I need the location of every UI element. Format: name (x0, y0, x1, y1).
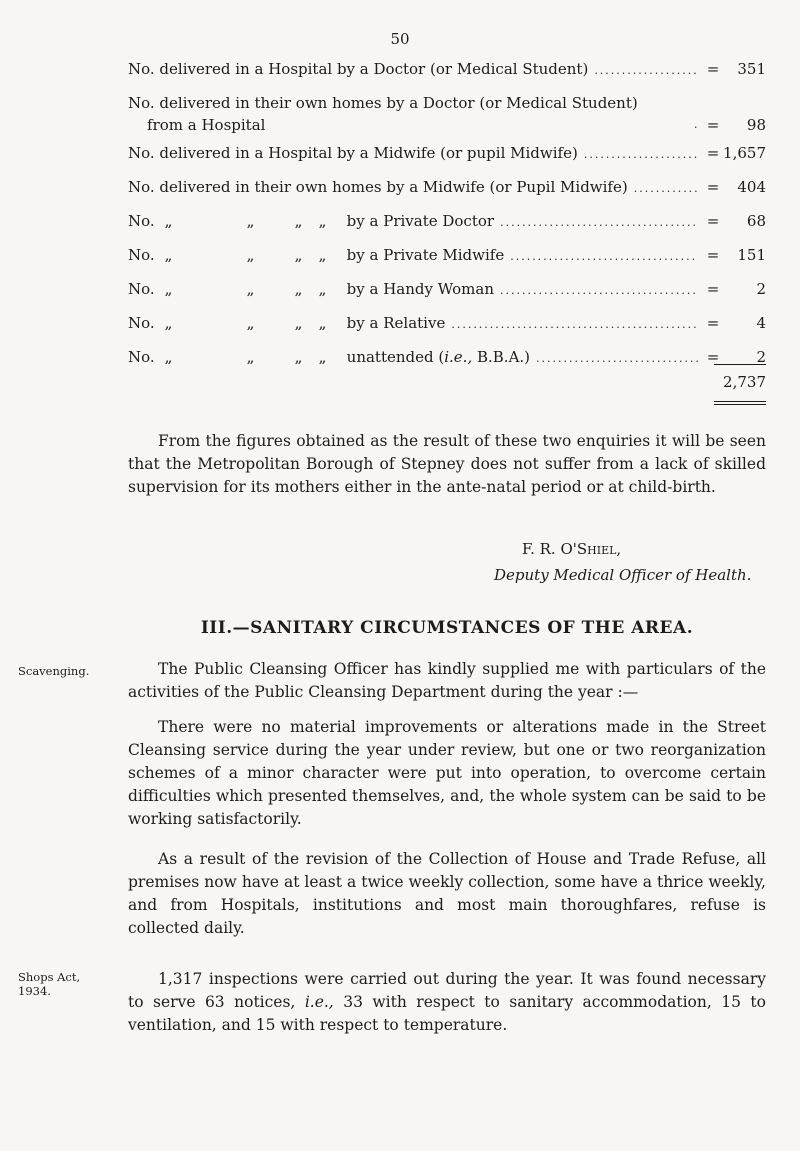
paragraph-street-cleansing: There were no material improvements or alterations made in the Street Cleansing service during the year under review, but one or two reorganization schemes of a minor character were put into operation, to overcome certain difficulties which presented themselves, and, the whole system can be said to be working satisfactorily. (128, 718, 766, 828)
page-number: 50 (390, 30, 410, 48)
row-description-text: by a Private Midwife (346, 246, 505, 264)
ditto-mark: „ (318, 280, 327, 298)
no-label: No. (128, 348, 155, 366)
margin-note-shops-act (18, 970, 80, 998)
dot-leader (694, 114, 698, 136)
equals-sign: = (706, 178, 720, 196)
no-label: No. (128, 314, 155, 332)
row-value: 2 (756, 348, 766, 366)
table-row (128, 340, 766, 374)
ditto-mark: „ (246, 280, 255, 298)
row-description: No. delivered in their own homes by a Midwife (or Pupil Midwife) (128, 178, 628, 196)
total-double-rule (714, 401, 766, 405)
ditto-mark: „ (294, 348, 303, 366)
ditto-mark: „ (294, 212, 303, 230)
row-description (128, 92, 688, 136)
equals-sign: = (706, 314, 720, 332)
table-row (128, 136, 766, 170)
row-description: No. delivered in a Hospital by a Midwife (or pupil Midwife) (128, 144, 578, 162)
table-row (128, 170, 766, 204)
dot-leader (451, 308, 698, 342)
margin-note-shops-act-line2: 1934. (18, 984, 51, 998)
ditto-mark: „ (164, 280, 173, 298)
row-description (128, 204, 494, 238)
ditto-mark: „ (246, 212, 255, 230)
ditto-mark: „ (294, 246, 303, 264)
ditto-mark: „ (294, 280, 303, 298)
table-row (128, 306, 766, 340)
ditto-mark: „ (318, 314, 327, 332)
row-value: 4 (756, 314, 766, 332)
births-table (128, 52, 766, 374)
equals-sign: = (706, 280, 720, 298)
equals-sign: = (706, 212, 720, 230)
paragraph-cleansing-officer: The Public Cleansing Officer has kindly supplied me with particulars of the activities of the Public Cleansing Department during the year :— (128, 660, 766, 701)
ditto-mark: „ (246, 348, 255, 366)
margin-note-shops-act-line1: Shops Act, (18, 970, 81, 984)
dot-leader (634, 172, 698, 206)
equals-sign: = (706, 116, 720, 134)
equals-sign: = (706, 60, 720, 78)
ditto-mark: „ (294, 314, 303, 332)
ditto-mark: „ (164, 348, 173, 366)
ditto-mark: „ (164, 212, 173, 230)
row-value: 98 (746, 116, 766, 134)
row-description-text: by a Handy Woman (346, 280, 495, 298)
ditto-mark: „ (318, 246, 327, 264)
row-value: 1,657 (723, 144, 766, 162)
dot-leader (500, 206, 698, 240)
row-description-tail: B.B.A.) (472, 348, 531, 366)
conclusion-paragraph: From the figures obtained as the result of these two enquiries it will be seen that the Metropolitan Borough of Stepney does not suffer from a lack of skilled supervision for its mothers either in the ante-natal period or at child-birth. (128, 432, 766, 496)
equals-sign: = (706, 144, 720, 162)
row-value: 351 (737, 60, 766, 78)
no-label: No. (128, 212, 155, 230)
ditto-mark: „ (246, 314, 255, 332)
total-value: 2,737 (723, 373, 766, 391)
equals-sign: = (706, 246, 720, 264)
row-description (128, 306, 445, 340)
row-description (128, 238, 504, 272)
dot-leader (584, 138, 698, 172)
ditto-mark: „ (246, 246, 255, 264)
no-label: No. (128, 246, 155, 264)
ditto-mark: „ (164, 246, 173, 264)
margin-note-scavenging: Scavenging. (18, 664, 90, 678)
row-value: 68 (746, 212, 766, 230)
paragraph-shops-act: 1,317 inspections were carried out during the year. It was found necessary to serve 63 notices, i.e., 33 with respect to sanitary accommodation, 15 to ventilation, and 15 with respect to temperature. (128, 970, 766, 1034)
row-description: No. delivered in a Hospital by a Doctor (or Medical Student) (128, 60, 589, 78)
signature-name: F. R. O'Shiel, (522, 540, 622, 558)
ditto-mark: „ (318, 348, 327, 366)
dot-leader (594, 54, 698, 88)
row-description-text: by a Relative (346, 314, 446, 332)
dot-leader (510, 240, 698, 274)
row-description-text: unattended ( (346, 348, 445, 366)
table-row (128, 204, 766, 238)
row-value: 2 (756, 280, 766, 298)
signature-title: Deputy Medical Officer of Health. (494, 566, 752, 584)
table-row (128, 52, 766, 86)
table-row (128, 272, 766, 306)
row-description-line2: from a Hospital (147, 116, 266, 134)
ditto-mark: „ (318, 212, 327, 230)
dot-leader (536, 342, 698, 376)
section-heading: III.—SANITARY CIRCUMSTANCES OF THE AREA. (200, 618, 694, 638)
paragraph-refuse-collection: As a result of the revision of the Collection of House and Trade Refuse, all premises now have at least a twice weekly collection, some have a thrice weekly, and from Hospitals, institutions and most main thoroughfares, refuse is collected daily. (128, 850, 766, 937)
table-row (128, 238, 766, 272)
table-row (128, 86, 766, 136)
row-description (128, 272, 494, 306)
equals-sign: = (706, 348, 720, 366)
row-description-italic: i.e., (444, 348, 473, 366)
total-block (714, 364, 766, 405)
ditto-mark: „ (164, 314, 173, 332)
dot-leader (500, 274, 698, 308)
no-label: No. (128, 280, 155, 298)
row-description (128, 340, 530, 374)
row-value: 404 (737, 178, 766, 196)
row-value: 151 (737, 246, 766, 264)
row-description-line1: No. delivered in their own homes by a Doctor (or Medical Student) (128, 94, 638, 112)
row-description-text: by a Private Doctor (346, 212, 495, 230)
